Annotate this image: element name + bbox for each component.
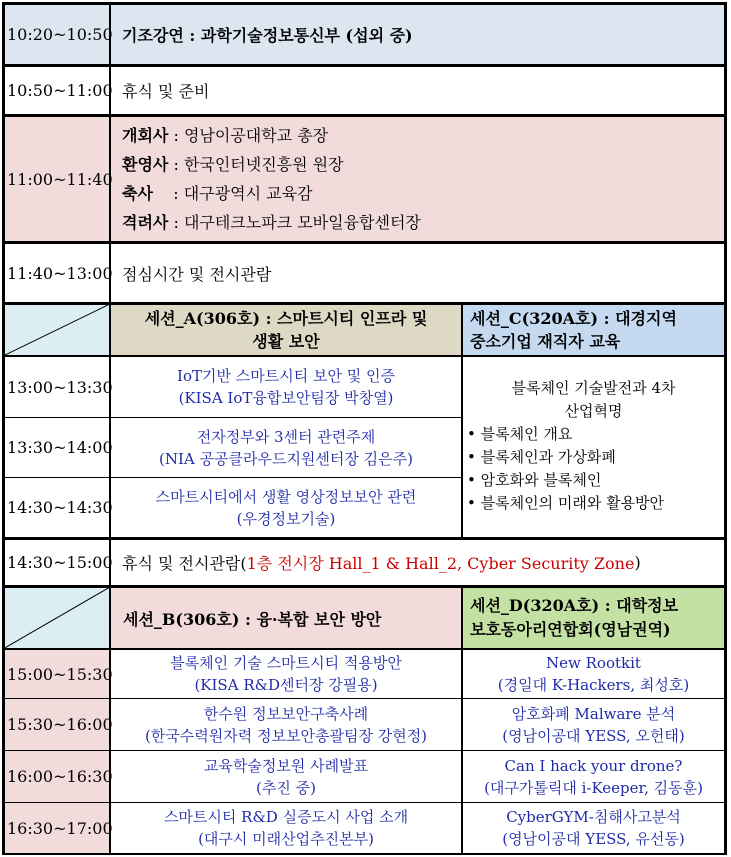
bullet-item: • 암호화와 블록체인: [467, 471, 602, 489]
break-text: [122, 540, 724, 585]
session-c-header-line: 세션_C(320A호) : 대경지역: [470, 309, 677, 328]
session-b-header: 세션_B(306호) : 융·복합 보안 방안: [123, 609, 382, 629]
time-label: 10:20~10:50: [7, 25, 113, 44]
talk-cell: [463, 699, 724, 750]
talk-speaker: (KISA R&D센터장 강필용): [194, 676, 378, 694]
time-label: 13:30~14:00: [7, 438, 113, 457]
opening-lines: [122, 121, 722, 239]
talk-speaker: (대구가톨릭대 i-Keeper, 김동훈): [484, 778, 703, 797]
talk-cell: [111, 751, 461, 802]
opening-role: 환영사: [122, 155, 169, 174]
break-text-location: 1층 전시장 Hall_1 & Hall_2, Cyber Security Zone: [246, 554, 635, 573]
time-label: 10:50~11:00: [7, 81, 113, 100]
bullet-text: 암호화와 블록체인: [480, 471, 602, 489]
session-a-header: [111, 305, 461, 355]
opening-role: 축사: [122, 184, 153, 203]
time-label: 14:30~15:00: [7, 553, 113, 572]
talk-cell: [111, 357, 461, 417]
talk-title: 한수원 정보보안구축사례: [203, 704, 369, 723]
break-text-close: ): [634, 553, 641, 572]
time-label: 15:00~15:30: [7, 664, 113, 684]
talk-cell: [463, 650, 724, 698]
bullet-item: • 블록체인 개요: [467, 425, 573, 443]
opening-person: 한국인터넷진흥원 원장: [183, 155, 344, 174]
bullet-text: 블록체인 개요: [480, 425, 573, 443]
talk-cell: [111, 418, 461, 477]
talk-title: Can I hack your drone?: [504, 756, 683, 775]
talk-title: 블록체인 기술 스마트시티 적용방안: [170, 654, 402, 672]
talk-cell: [111, 478, 461, 537]
opening-sep: :: [168, 126, 184, 145]
opening-line: [122, 121, 722, 150]
opening-person: 대구테크노파크 모바일융합센터장: [183, 213, 421, 232]
session-d-header-line: 보호동아리연합회(영남권역): [470, 620, 671, 639]
talk-speaker: (NIA 공공클라우드지원센터장 김은주): [159, 449, 413, 468]
bullet-item: • 블록체인과 가상화폐: [467, 448, 616, 466]
lunch-text: 점심시간 및 전시관람: [122, 264, 272, 284]
session-c-header: [470, 307, 722, 355]
talk-title: 스마트시티 R&D 실증도시 사업 소개: [163, 808, 409, 826]
session-a-header-line: 생활 보안: [252, 332, 320, 351]
talk-title: New Rootkit: [546, 654, 641, 672]
bullet-text: 블록체인과 가상화폐: [480, 448, 616, 466]
corner-diagonal-a: [3, 304, 110, 356]
talk-cell: [463, 751, 724, 802]
time-label: 14:30~14:30: [7, 498, 113, 517]
break-text-main: 휴식 및 전시관람(: [122, 554, 247, 573]
talk-cell: [111, 699, 461, 750]
talk-speaker: (우경정보기술): [236, 509, 336, 528]
talk-title: 스마트시티에서 생활 영상정보보안 관련: [155, 487, 417, 506]
session-c-content: [463, 357, 724, 537]
session-c-bullets: [463, 423, 724, 515]
talk-speaker: (경일대 K-Hackers, 최성호): [497, 676, 690, 694]
opening-sep: :: [152, 184, 184, 203]
talk-speaker: (대구시 미래산업추진본부): [198, 830, 374, 848]
talk-speaker: (KISA IoT융합보안팀장 박창열): [178, 389, 394, 407]
talk-speaker: (한국수력원자력 정보보안총괄팀장 강현정): [144, 726, 428, 745]
time-label: 11:40~13:00: [7, 263, 113, 283]
talk-speaker: (추진 중): [256, 778, 316, 797]
talk-cell: [111, 803, 461, 853]
opening-person: 대구광역시 교육감: [183, 184, 313, 203]
time-label: 16:00~16:30: [7, 767, 113, 786]
talk-speaker: (영남이공대 YESS, 유선동): [502, 830, 685, 848]
time-label: 16:30~17:00: [7, 818, 113, 838]
keynote-text: 기조강연 : 과학기술정보통신부 (섭외 중): [122, 26, 413, 45]
talk-title: IoT기반 스마트시티 보안 및 인증: [177, 367, 395, 385]
opening-sep: :: [168, 155, 184, 174]
opening-role: 개회사: [122, 126, 169, 145]
talk-title: 교육학술정보원 사례발표: [203, 756, 369, 775]
grid-line: [724, 2, 727, 855]
talk-title: 암호화폐 Malware 분석: [511, 704, 676, 723]
opening-person: 영남이공대학교 총장: [183, 126, 329, 145]
talk-title: CyberGYM-침해사고분석: [506, 808, 681, 826]
opening-line: [122, 179, 722, 208]
time-label: 11:00~11:40: [7, 169, 113, 189]
opening-sep: :: [168, 213, 184, 232]
session-d-header: [470, 594, 722, 648]
opening-line: [122, 150, 722, 179]
bullet-text: 블록체인의 미래와 활용방안: [480, 494, 665, 512]
session-c-title-line: 산업혁명: [564, 402, 623, 420]
opening-line: [122, 208, 722, 237]
session-d-header-line: 세션_D(320A호) : 대학정보: [470, 596, 679, 615]
talk-cell: [463, 803, 724, 853]
opening-role: 격려사: [122, 213, 169, 232]
corner-diagonal-b: [3, 587, 110, 649]
talk-title: 전자정부와 3센터 관련주제: [196, 427, 376, 446]
session-c-title-line: 블록체인 기술발전과 4차: [511, 379, 676, 397]
session-a-header-line: 세션_A(306호) : 스마트시티 인프라 및: [144, 309, 428, 328]
time-label: 15:30~16:00: [7, 715, 113, 734]
talk-speaker: (영남이공대 YESS, 오헌태): [502, 726, 685, 745]
session-c-header-line: 중소기업 재직자 교육: [470, 332, 621, 351]
time-label: 13:00~13:30: [7, 377, 113, 397]
bullet-item: • 블록체인의 미래와 활용방안: [467, 494, 665, 512]
talk-cell: [111, 650, 461, 698]
break-text: 휴식 및 준비: [122, 82, 210, 101]
session-c-title: [463, 377, 724, 423]
